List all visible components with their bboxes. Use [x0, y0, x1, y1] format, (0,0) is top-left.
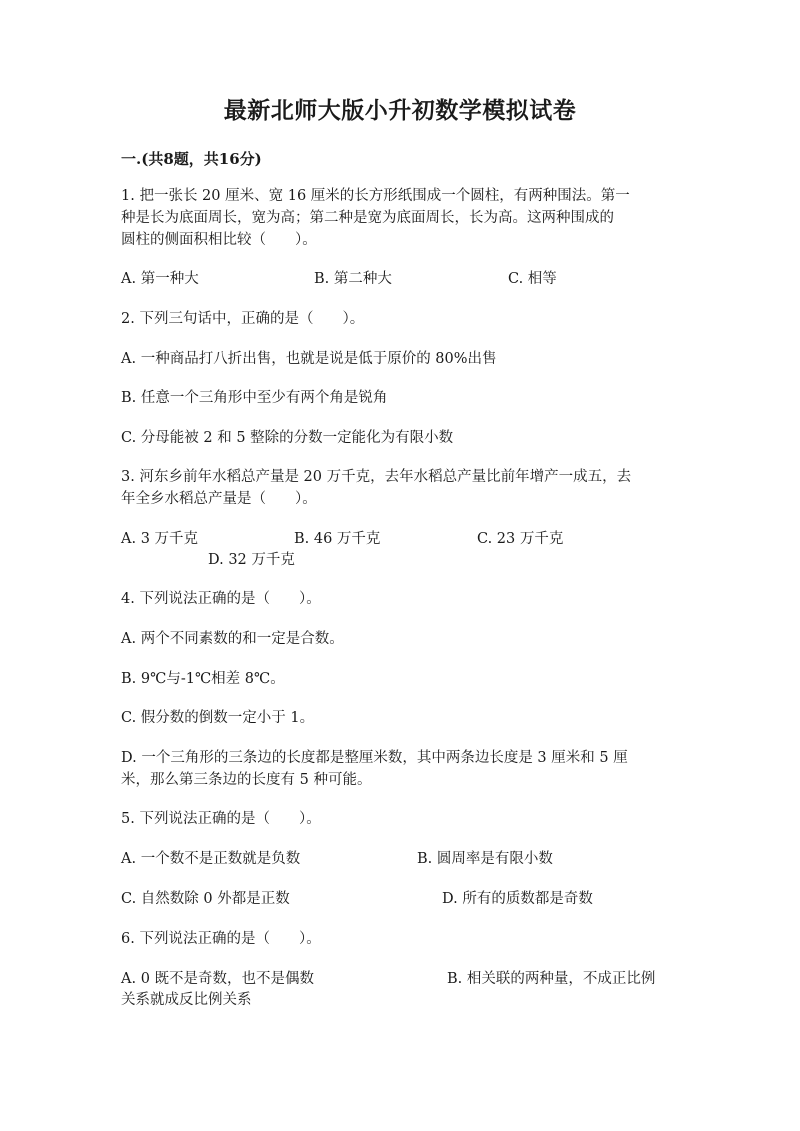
page-title: 最新北师大版小升初数学模拟试卷 — [223, 97, 577, 124]
question-3-option-b: B. 46 万千克 — [294, 531, 381, 547]
question-4-option-a: A. 两个不同素数的和一定是合数。 — [121, 631, 344, 647]
question-1-line-2: 种是长为底面周长，宽为高；第二种是宽为底面周长，长为高。这两种围成的 — [121, 210, 614, 226]
question-1-line-1: 1. 把一张长 20 厘米、宽 16 厘米的长方形纸围成一个圆柱，有两种围法。第一 — [121, 188, 630, 204]
question-3-option-a: A. 3 万千克 — [121, 531, 199, 547]
section-header: 一.(共8题，共16分) — [121, 150, 262, 168]
question-2-option-a: A. 一种商品打八折出售，也就是说是低于原价的 80%出售 — [121, 351, 497, 367]
question-3-option-d: D. 32 万千克 — [208, 552, 295, 568]
question-5-stem: 5. 下列说法正确的是（ ）。 — [121, 811, 321, 827]
question-2-option-b: B. 任意一个三角形中至少有两个角是锐角 — [121, 390, 388, 406]
question-2-option-c: C. 分母能被 2 和 5 整除的分数一定能化为有限小数 — [121, 430, 454, 446]
question-4-option-b: B. 9℃与-1℃相差 8℃。 — [121, 671, 285, 687]
question-5-option-a: A. 一个数不是正数就是负数 — [121, 851, 301, 867]
question-6-option-a: A. 0 既不是奇数，也不是偶数 — [121, 971, 315, 987]
question-6-stem: 6. 下列说法正确的是（ ）。 — [121, 931, 321, 947]
question-1-option-c: C. 相等 — [508, 271, 557, 287]
question-5-option-c: C. 自然数除 0 外都是正数 — [121, 891, 290, 907]
question-6-option-b-continued: 关系就成反比例关系 — [121, 992, 252, 1008]
question-2-stem: 2. 下列三句话中，正确的是（ ）。 — [121, 311, 365, 327]
question-1-option-a: A. 第一种大 — [121, 271, 199, 287]
question-1-option-b: B. 第二种大 — [314, 271, 392, 287]
question-4-stem: 4. 下列说法正确的是（ ）。 — [121, 591, 321, 607]
question-3-line-1: 3. 河东乡前年水稻总产量是 20 万千克，去年水稻总产量比前年增产一成五，去 — [121, 469, 632, 485]
question-1-stem — [121, 185, 681, 251]
question-3-stem — [121, 466, 681, 510]
question-3-line-2: 年全乡水稻总产量是（ ）。 — [121, 491, 317, 507]
question-6-option-b: B. 相关联的两种量，不成正比例 — [447, 971, 656, 987]
question-4-option-d — [121, 747, 681, 791]
question-4-option-c: C. 假分数的倒数一定小于 1。 — [121, 710, 315, 726]
question-5-option-d: D. 所有的质数都是奇数 — [442, 891, 593, 907]
question-3-option-c: C. 23 万千克 — [477, 531, 564, 547]
question-4-option-d-line-2: 米，那么第三条边的长度有 5 种可能。 — [121, 772, 372, 788]
question-5-option-b: B. 圆周率是有限小数 — [417, 851, 553, 867]
question-4-option-d-line-1: D. 一个三角形的三条边的长度都是整厘米数，其中两条边长度是 3 厘米和 5 厘 — [121, 750, 628, 766]
question-1-line-3: 圆柱的侧面积相比较（ ）。 — [121, 232, 317, 248]
